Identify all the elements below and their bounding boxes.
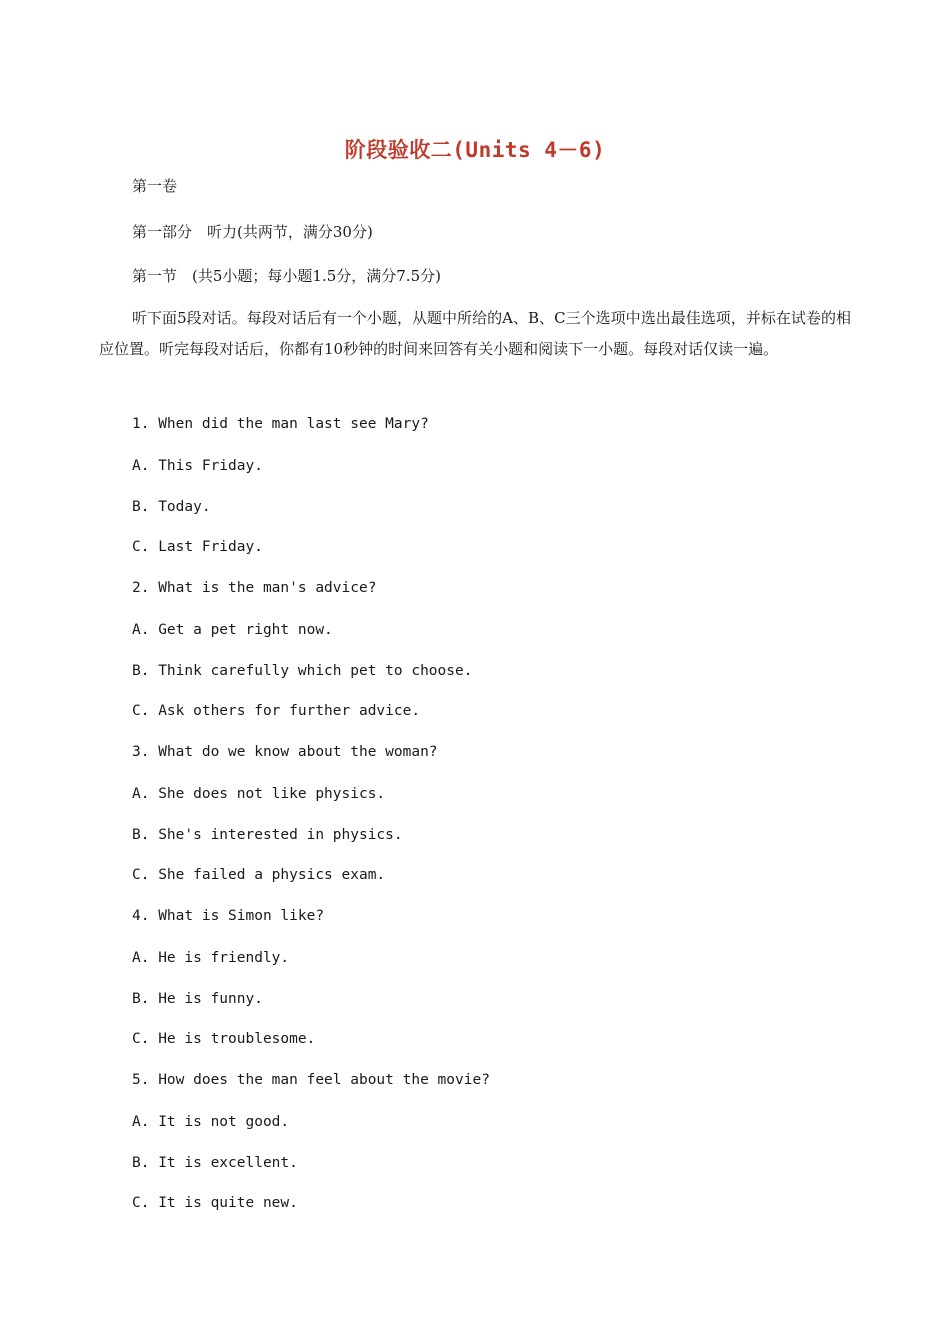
part-heading: 第一部分 听力(共两节，满分30分) [132, 223, 373, 241]
question-1-option-a: A. This Friday. [132, 458, 263, 474]
question-4-option-a: A. He is friendly. [132, 950, 290, 966]
question-3-option-a: A. She does not like physics. [132, 786, 386, 802]
question-5-option-b: B. It is excellent. [132, 1155, 298, 1171]
question-2-option-c: C. Ask others for further advice. [132, 703, 421, 719]
question-2-option-a: A. Get a pet right now. [132, 622, 333, 638]
page-title: 阶段验收二(Units 4－6) [344, 138, 606, 162]
question-5-stem: 5. How does the man feel about the movie? [132, 1072, 490, 1088]
question-1-option-b: B. Today. [132, 499, 211, 515]
section-heading: 第一节 (共5小题；每小题1.5分，满分7.5分) [132, 267, 441, 285]
volume-heading: 第一卷 [132, 177, 178, 195]
question-4-stem: 4. What is Simon like? [132, 908, 325, 924]
question-5-option-a: A. It is not good. [132, 1114, 290, 1130]
question-1-stem: 1. When did the man last see Mary? [132, 416, 429, 432]
question-4-option-c: C. He is troublesome. [132, 1031, 316, 1047]
question-2-stem: 2. What is the man's advice? [132, 580, 377, 596]
question-2-option-b: B. Think carefully which pet to choose. [132, 663, 473, 679]
question-3-option-b: B. She's interested in physics. [132, 827, 403, 843]
instructions-paragraph: 听下面5段对话。每段对话后有一个小题，从题中所给的A、B、C三个选项中选出最佳选项，并标在试卷的相应位置。听完每段对话后，你都有10秒钟的时间来回答有关小题和阅读下一小题。每段对话仅读一遍。 [99, 309, 851, 358]
question-5-option-c: C. It is quite new. [132, 1195, 298, 1211]
question-4-option-b: B. He is funny. [132, 991, 263, 1007]
question-3-option-c: C. She failed a physics exam. [132, 867, 386, 883]
question-3-stem: 3. What do we know about the woman? [132, 744, 438, 760]
question-1-option-c: C. Last Friday. [132, 539, 263, 555]
